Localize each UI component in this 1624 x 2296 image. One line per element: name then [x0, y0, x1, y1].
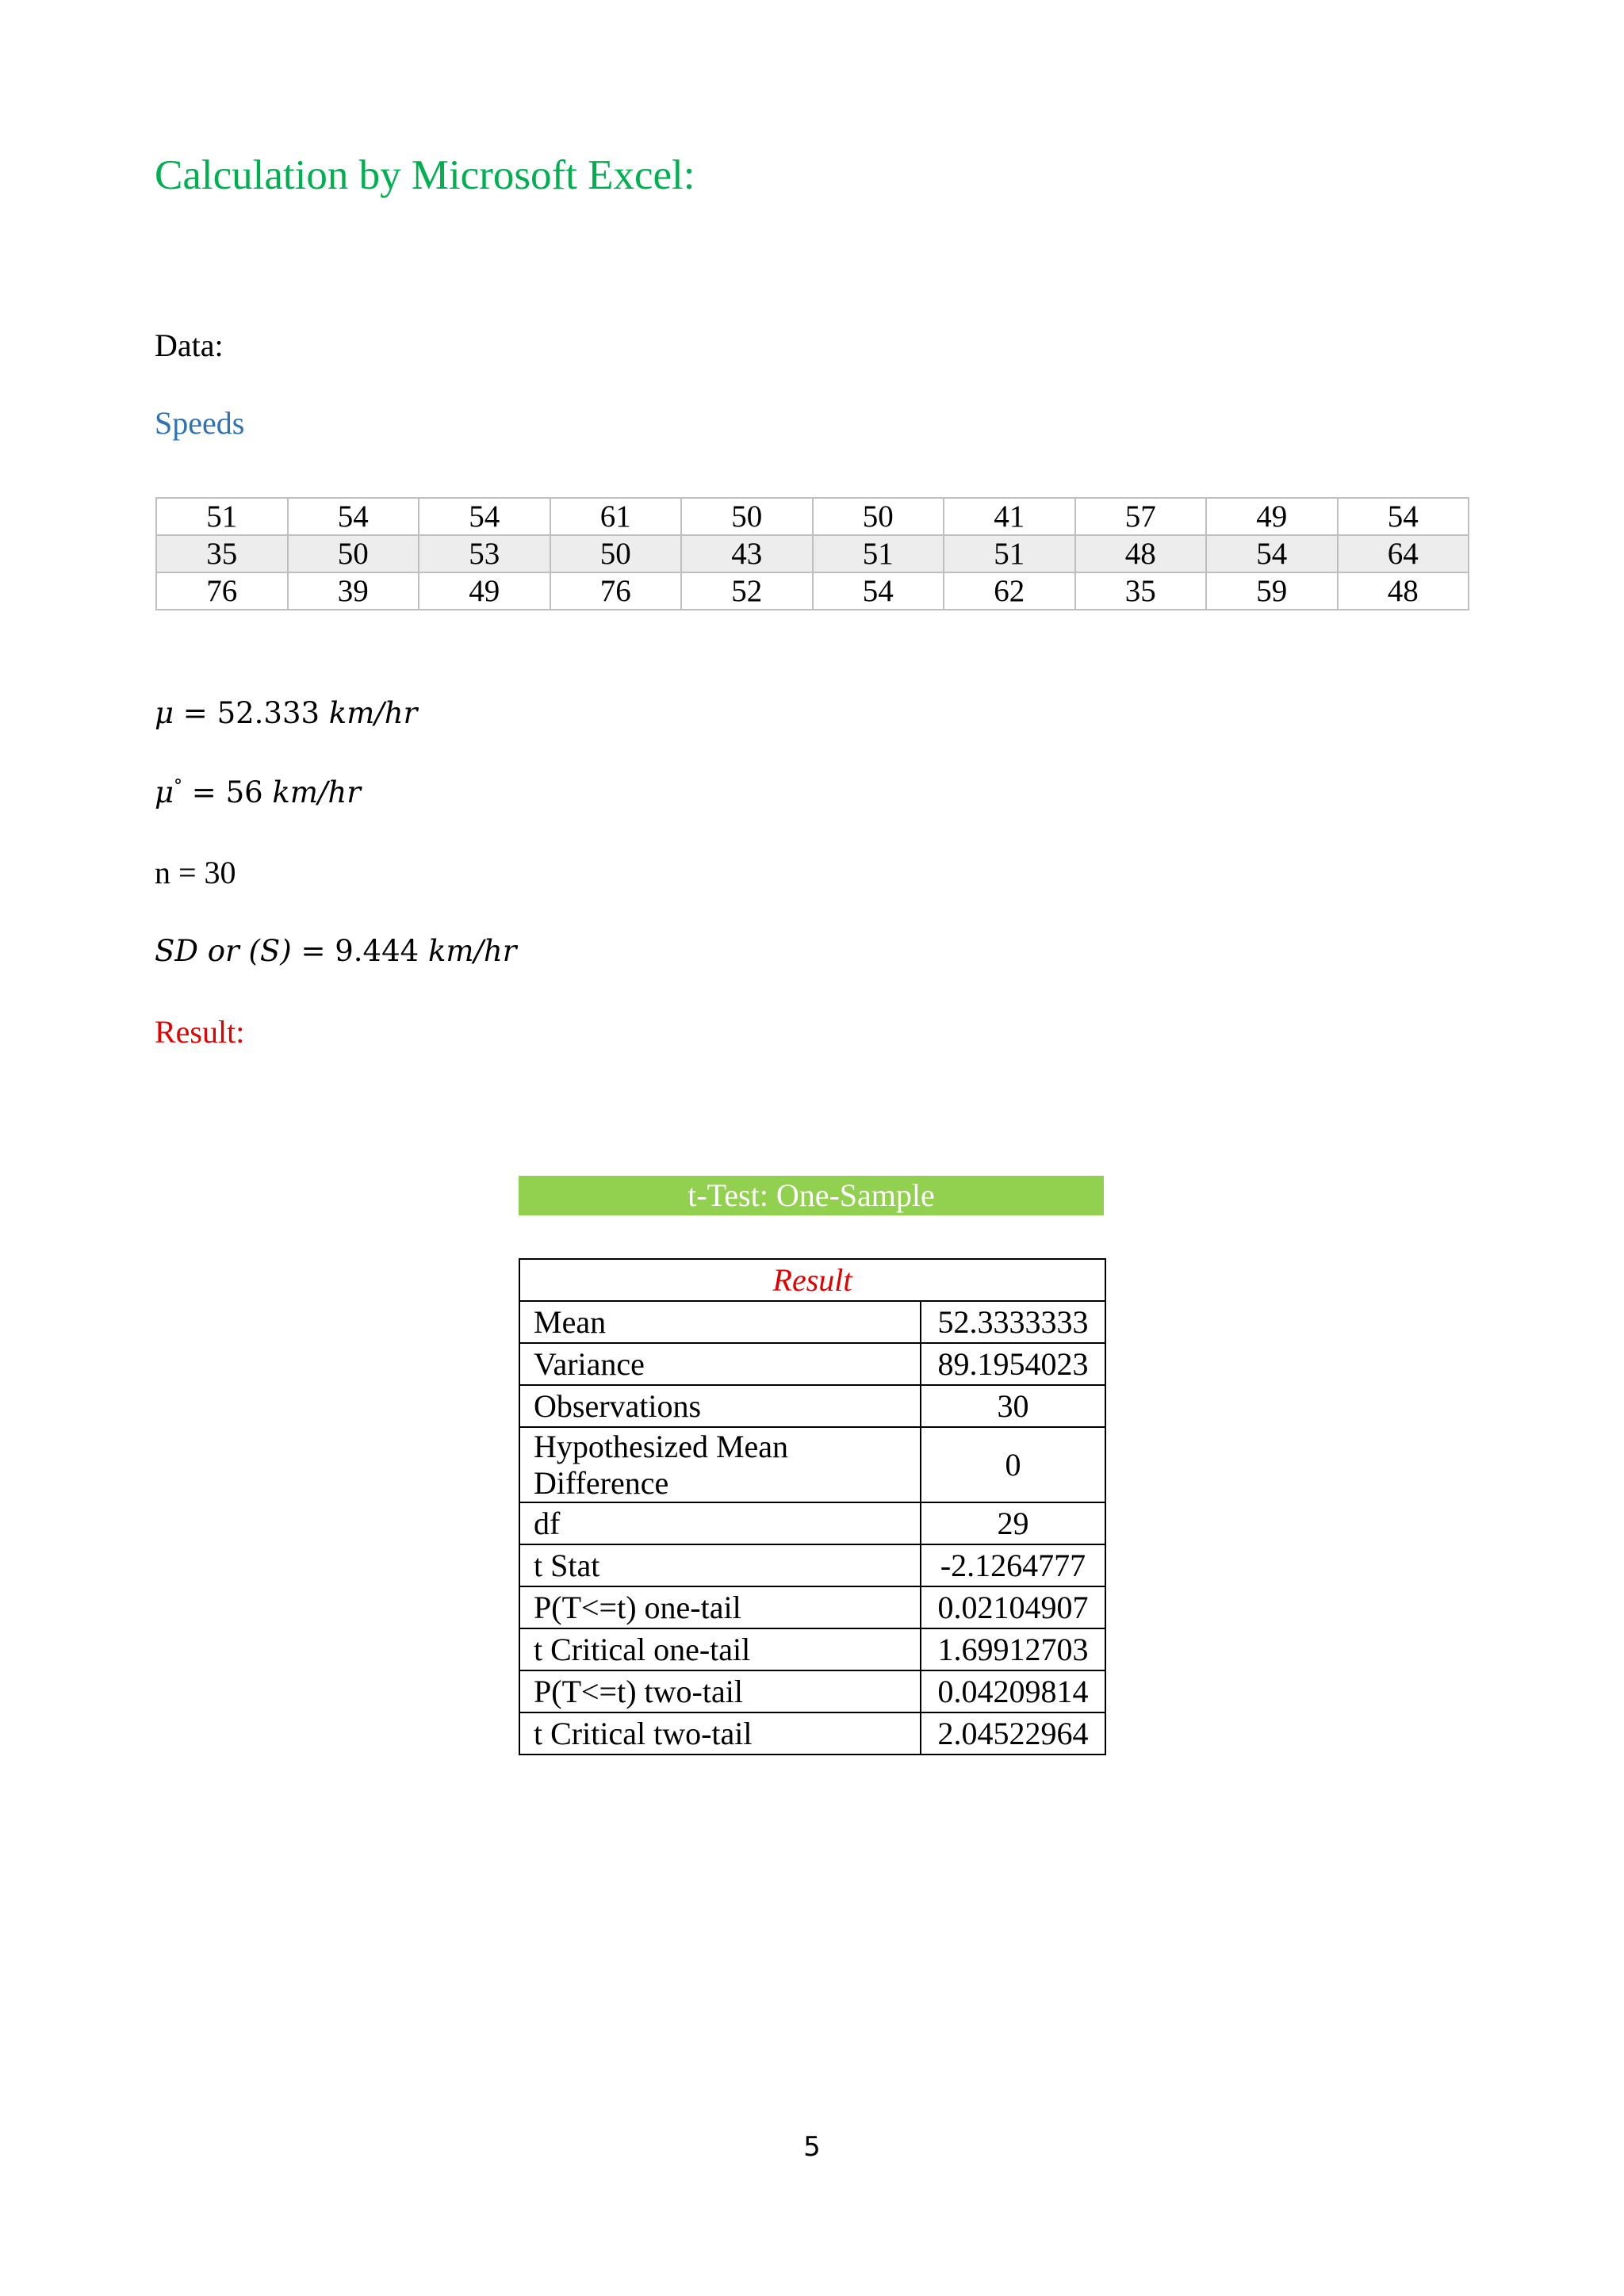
speed-cell: 57: [1075, 498, 1207, 535]
speed-cell: 59: [1206, 572, 1338, 610]
result-label: Result:: [155, 1014, 245, 1050]
row-label: Observations: [519, 1385, 921, 1427]
row-label: t Critical one-tail: [519, 1628, 921, 1670]
table-row: [519, 1670, 1105, 1712]
speed-cell: 54: [1338, 498, 1469, 535]
page-heading: Calculation by Microsoft Excel:: [155, 152, 695, 198]
row-label-line: Difference: [534, 1464, 669, 1501]
result-table-header-row: [519, 1259, 1105, 1301]
table-row: [519, 1343, 1105, 1385]
mu-symbol: μ: [155, 696, 174, 730]
page-number: 5: [803, 2131, 821, 2163]
mu0-unit: km/hr: [272, 775, 361, 809]
row-label: Variance: [519, 1343, 921, 1385]
sd-paren: (S): [248, 934, 292, 968]
speed-cell: 52: [681, 572, 813, 610]
speeds-label: Speeds: [155, 405, 245, 441]
sd-value: = 9.444: [291, 934, 428, 968]
speed-cell: 54: [1206, 535, 1338, 572]
speed-cell: 48: [1075, 535, 1207, 572]
row-label: [519, 1427, 921, 1502]
row-value: 29: [921, 1502, 1105, 1544]
row-label: df: [519, 1502, 921, 1544]
mu0-value: = 56: [182, 775, 273, 809]
row-label: P(T<=t) two-tail: [519, 1670, 921, 1712]
speed-cell: 50: [550, 535, 682, 572]
speed-cell: 51: [944, 535, 1075, 572]
row-value: 89.1954023: [921, 1343, 1105, 1385]
mu-formula: [155, 696, 417, 731]
speed-cell: 41: [944, 498, 1075, 535]
row-label: Mean: [519, 1301, 921, 1343]
row-value: -2.1264777: [921, 1544, 1105, 1586]
row-value: 0: [921, 1427, 1105, 1502]
table-row: [519, 1427, 1105, 1502]
speed-cell: 64: [1338, 535, 1469, 572]
row-value: 2.04522964: [921, 1712, 1105, 1755]
speed-cell: 50: [813, 498, 944, 535]
speed-cell: 49: [1206, 498, 1338, 535]
row-label-line: Hypothesized Mean: [534, 1428, 789, 1464]
row-label: t Stat: [519, 1544, 921, 1586]
mu0-symbol: μ: [155, 775, 174, 809]
row-label: P(T<=t) one-tail: [519, 1586, 921, 1628]
speeds-table: [155, 497, 1469, 610]
speed-cell: 50: [288, 535, 419, 572]
mu-value: = 52.333: [174, 696, 329, 730]
speeds-row: [156, 572, 1469, 610]
speed-cell: 51: [156, 498, 288, 535]
speeds-row: [156, 535, 1469, 572]
row-label: t Critical two-tail: [519, 1712, 921, 1755]
speed-cell: 48: [1338, 572, 1469, 610]
speed-cell: 61: [550, 498, 682, 535]
result-table-header: Result: [519, 1259, 1105, 1301]
table-row: [519, 1712, 1105, 1755]
table-row: [519, 1301, 1105, 1343]
ttest-result-table: [519, 1258, 1106, 1755]
row-value: 0.04209814: [921, 1670, 1105, 1712]
speeds-row: [156, 498, 1469, 535]
row-value: 0.02104907: [921, 1586, 1105, 1628]
speed-cell: 76: [550, 572, 682, 610]
speed-cell: 54: [419, 498, 550, 535]
n-formula: n = 30: [155, 855, 236, 890]
table-row: [519, 1544, 1105, 1586]
sd-label: SD or: [155, 934, 249, 968]
speed-cell: 62: [944, 572, 1075, 610]
ttest-banner: t-Test: One-Sample: [519, 1176, 1104, 1215]
table-row: [519, 1385, 1105, 1427]
row-value: 52.3333333: [921, 1301, 1105, 1343]
speed-cell: 49: [419, 572, 550, 610]
speed-cell: 50: [681, 498, 813, 535]
speed-cell: 39: [288, 572, 419, 610]
speed-cell: 54: [288, 498, 419, 535]
speed-cell: 43: [681, 535, 813, 572]
mu0-formula: [155, 775, 361, 810]
row-value: 30: [921, 1385, 1105, 1427]
mu-unit: km/hr: [328, 696, 418, 730]
table-row: [519, 1586, 1105, 1628]
row-value: 1.69912703: [921, 1628, 1105, 1670]
speed-cell: 51: [813, 535, 944, 572]
speed-cell: 53: [419, 535, 550, 572]
sd-unit: km/hr: [427, 934, 517, 968]
speed-cell: 35: [1075, 572, 1207, 610]
speed-cell: 76: [156, 572, 288, 610]
table-row: [519, 1502, 1105, 1544]
sd-formula: [155, 934, 516, 969]
speed-cell: 54: [813, 572, 944, 610]
table-row: [519, 1628, 1105, 1670]
mu0-degree: °: [174, 776, 183, 797]
speed-cell: 35: [156, 535, 288, 572]
data-label: Data:: [155, 327, 224, 363]
